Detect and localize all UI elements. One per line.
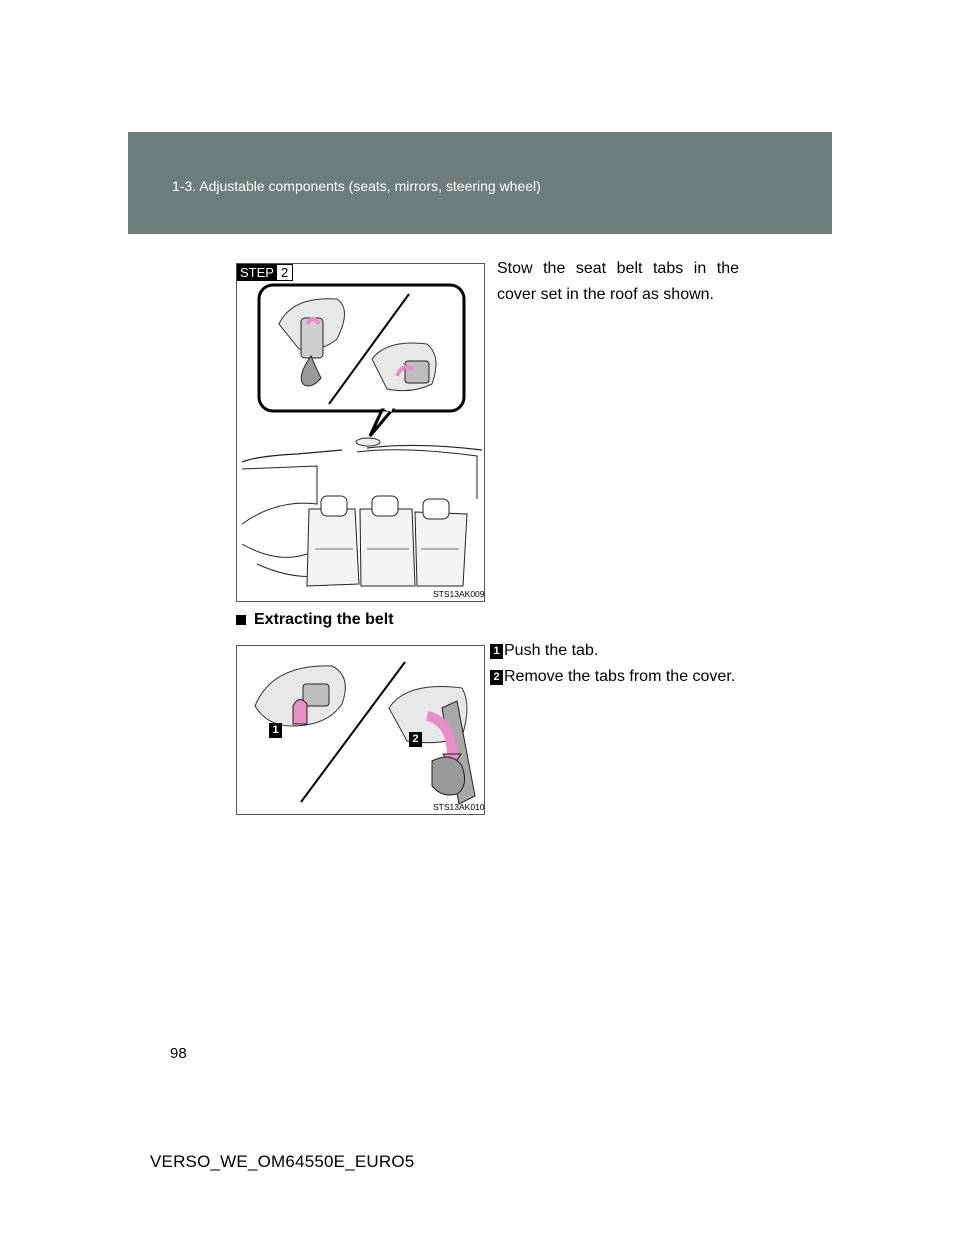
step-label: STEP: [237, 264, 277, 281]
step-item-1: [490, 638, 740, 664]
figure-stow-belt-tabs: [236, 263, 485, 602]
step-number: 2: [277, 264, 293, 281]
step-text: Push the tab.: [504, 642, 599, 659]
step-text: Remove the tabs from the cover.: [504, 668, 736, 685]
step-number-badge: 1: [490, 644, 503, 659]
step-badge: [237, 264, 293, 281]
callout-1: 1: [269, 723, 282, 738]
callout-2: 2: [409, 732, 422, 747]
bullet-square-icon: [236, 615, 246, 625]
step-item-2: [490, 664, 740, 690]
subheading-extracting-belt: [236, 611, 394, 629]
figure-extract-belt: [236, 645, 485, 815]
step-number-badge: 2: [490, 670, 503, 685]
stow-instruction-paragraph: Stow the seat belt tabs in the cover set in the roof as shown.: [497, 260, 739, 303]
section-title: 1-3. Adjustable components (seats, mirrors, steering wheel): [172, 178, 541, 194]
manual-code: VERSO_WE_OM64550E_EURO5: [150, 1152, 415, 1171]
subheading-text: Extracting the belt: [254, 611, 394, 628]
page-number: 98: [170, 1045, 187, 1062]
figure-code: STS13AK009: [433, 589, 485, 599]
roof-seat-illustration: [237, 264, 486, 603]
figure-code: STS13AK010: [433, 802, 485, 812]
